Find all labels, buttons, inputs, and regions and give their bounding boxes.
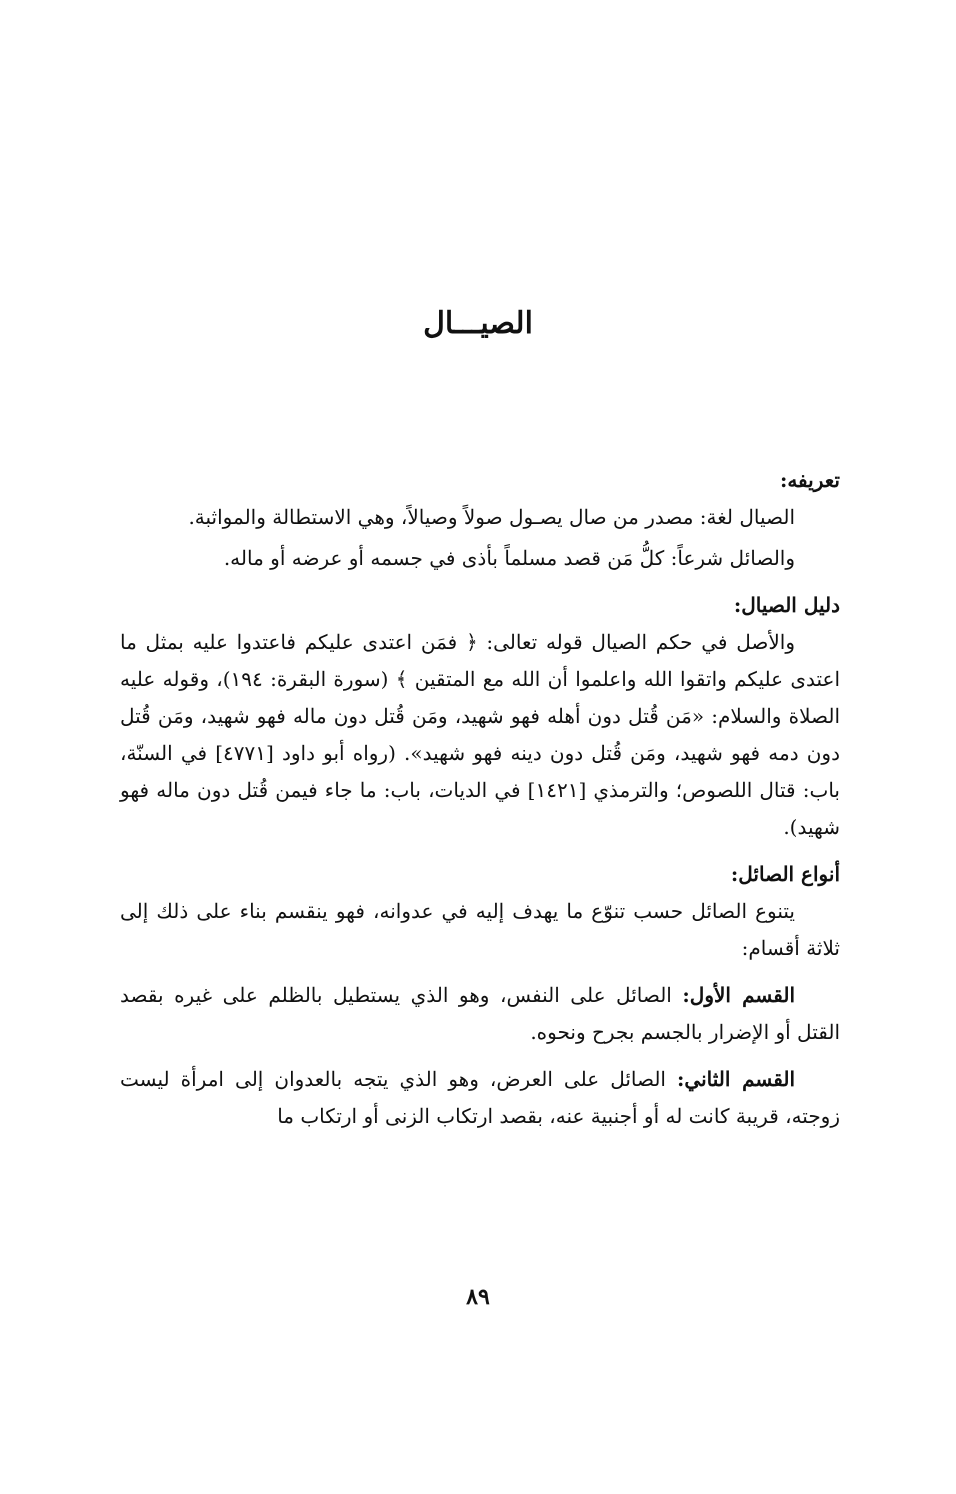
page-body bbox=[120, 462, 840, 1145]
page-title: الصيـــال bbox=[423, 306, 533, 341]
evidence-heading: دليل الصيال: bbox=[733, 593, 840, 617]
page-number: ٨٩ bbox=[466, 1284, 490, 1310]
definition-heading: تعريفه: bbox=[779, 468, 840, 492]
first-type-text: الصائل على النفس، وهو الذي يستطيل بالظلم على غيره بقصد القتل أو الإضرار بالجسم بجرح ونحوه. bbox=[120, 983, 840, 1044]
definition-legal-paragraph: والصائل شرعاً: كلُّ مَن قصد مسلماً بأذى في جسمه أو عرضه أو ماله. bbox=[223, 546, 795, 570]
evidence-paragraph: والأصل في حكم الصيال قوله تعالى: ﴿ فمَن اعتدى عليكم فاعتدوا عليه بمثل ما اعتدى عليكم واتقوا الله واعلموا أن الله مع المتقين ﴾ (سورة البقرة: ١٩٤)، وقوله عليه الصلاة والسلام: «مَن قُتل دون أهله فهو شهيد، ومَن قُتل دون ماله فهو شهيد، ومَن قُتل دون دمه فهو شهيد، ومَن قُتل دون دينه فهو شهيد». (رواه أبو داود [٤٧٧١] في السنّة، باب: قتال اللصوص؛ والترمذي [١٤٢١] في الديات، باب: ما جاء فيمن قُتل دون ماله فهو شهيد). bbox=[120, 630, 841, 839]
second-type-text: الصائل على العرض، وهو الذي يتجه بالعدوان إلى امرأة ليست زوجته، قريبة كانت له أو أجنبية عنه، بقصد ارتكاب الزنى أو ارتكاب ما bbox=[120, 1067, 840, 1128]
definition-linguistic-paragraph: الصيال لغة: مصدر من صال يصـول صولاً وصيالاً، وهي الاستطالة والمواثبة. bbox=[188, 505, 795, 529]
first-type-paragraph bbox=[120, 977, 840, 1051]
types-heading: أنواع الصائل: bbox=[730, 862, 840, 886]
types-intro-paragraph: يتنوع الصائل حسب تنوّع ما يهدف إليه في عدوانه، فهو ينقسم بناء على ذلك إلى ثلاثة أقسام: bbox=[120, 899, 840, 960]
second-type-label: القسم الثاني: bbox=[677, 1067, 796, 1091]
second-type-paragraph bbox=[120, 1061, 840, 1135]
first-type-label: القسم الأول: bbox=[682, 983, 796, 1007]
